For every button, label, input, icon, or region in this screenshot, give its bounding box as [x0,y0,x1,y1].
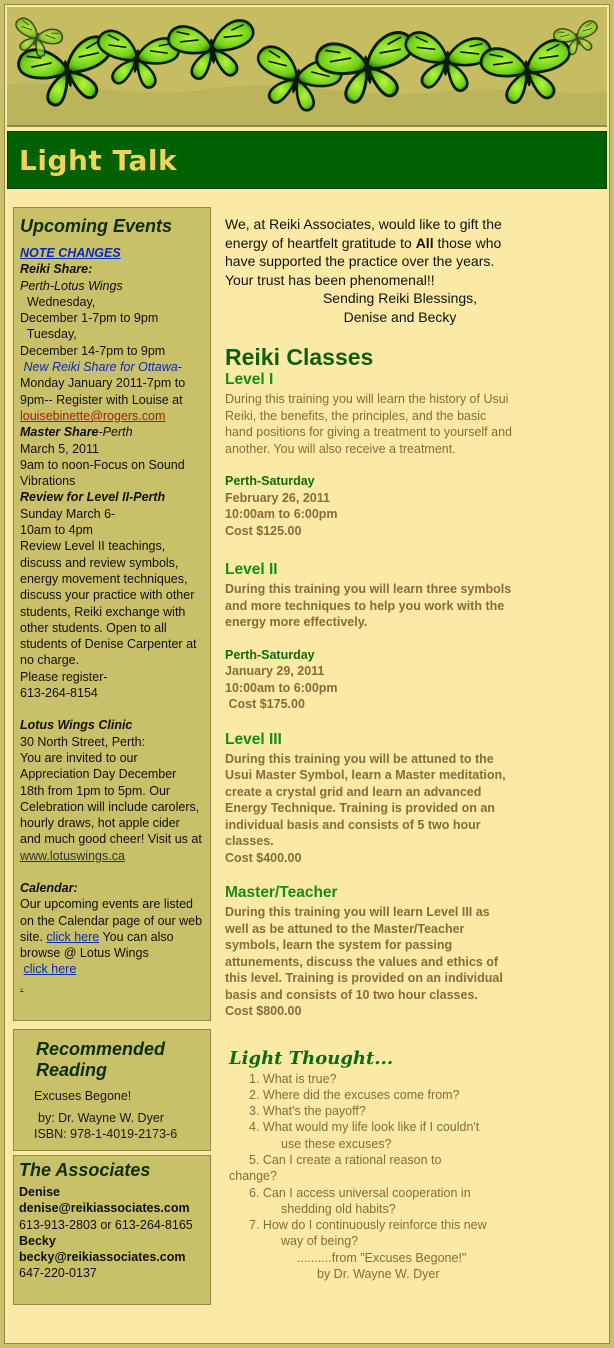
book-title: Excuses Begone! [34,1089,132,1103]
book-isbn: ISBN: 978-1-4019-2173-6 [34,1127,178,1141]
master-share-label: Master Share [20,425,99,440]
associate-phone: 647-220-0137 [19,1266,97,1281]
event-text: 613-264-8154 [20,686,98,701]
reiki-classes-heading: Reiki Classes [225,344,374,370]
event-text: Tuesday, [20,327,77,342]
title-bar [7,131,607,189]
intro-text: We, at Reiki Associates, would like to gift the energy of heartfelt gratitude to [225,216,502,251]
lotuswings-link[interactable]: www.lotuswings.ca [20,848,125,863]
event-text: Review Level II teachings, discuss and review symbols, energy movement techniques, discuss your practice with other students, Reiki exchange with other students. Open to all students of Denise Carpenter at no charge. [20,539,197,668]
thought-item-cont: way of being? [281,1234,359,1249]
event-text: December 1-7pm to 9pm [20,311,159,326]
event-text: You can also browse @ Lotus Wings [20,929,174,961]
event-text: -Perth [98,425,133,440]
level-3-title: Level III [225,730,282,748]
butterfly-banner [7,7,607,127]
level-2-time: 10:00am to 6:00pm [225,680,338,695]
review-label: Review for Level II-Perth [20,490,166,505]
level-1-title: Level I [225,371,274,388]
note-changes-link[interactable]: NOTE CHANGES [20,246,121,260]
book-author: by: Dr. Wayne W. Dyer [38,1111,164,1125]
intro-paragraph [225,215,515,289]
calendar-click-here-link[interactable]: click here [46,929,100,944]
level-3-description: During this training you will be attuned to the Usui Master Symbol, learn a Master meditation, create a crystal grid and learn an advanced Energy Technique. Training is provided on an individual basis and consists of 5 two hour classes. [225,751,506,848]
intro-emphasis: All [415,234,434,251]
associate-phone: 613-913-2803 or 613-264-8165 [19,1217,193,1232]
louise-email-link[interactable]: louisebinette@rogers.com [20,408,166,423]
thought-item: 4. What would my life look like if I couldn't [249,1120,480,1135]
signature-names: Denise and Becky [343,308,457,325]
thought-source: ..........from "Excuses Begone!" [297,1250,467,1265]
associate-email: denise@reikiassociates.com [19,1201,190,1216]
signature-line: Sending Reiki Blessings, [322,290,478,306]
master-teacher-cost: Cost $800.00 [225,1004,302,1018]
thought-author: by Dr. Wayne W. Dyer [317,1267,440,1282]
associates-heading: The Associates [19,1160,151,1180]
level-2-date: January 29, 2011 [225,664,325,678]
butterfly-banner-graphic [7,7,607,127]
associate-name: Denise [19,1185,60,1199]
event-text: Wednesday, [20,294,96,309]
recommended-reading-heading: Recommended Reading [36,1039,166,1080]
page-frame [4,4,610,1344]
dot-link[interactable]: . [20,978,24,993]
thought-item-cont: shedding old habits? [281,1201,396,1216]
thought-item: 5. Can I create a rational reason to [249,1152,442,1167]
event-text: You are invited to our Appreciation Day December 18th from 1pm to 5pm. Our Celebration will include carolers, hourly draws, hot apple cider and much good cheer! Visit us at [20,750,202,847]
master-teacher-title: Master/Teacher [225,884,338,901]
event-text: Monday January 2011-7pm to 9pm-- Register with Louise at [20,376,186,407]
level-2-title: Level II [225,561,278,578]
event-text: 30 North Street, Perth: [20,734,146,749]
associate-name: Becky [19,1233,56,1248]
thought-item: 7. How do I continuously reinforce this new [249,1218,487,1233]
upcoming-events-heading: Upcoming Events [20,216,173,236]
event-text: - [177,360,182,375]
event-text: Sunday March 6- [20,506,116,521]
level-2-description: During this training you will learn three symbols and more techniques to help you work with the energy more effectively. [225,582,512,629]
lotus-click-here-link[interactable]: click here [23,962,77,977]
event-text: March 5, 2011 [20,441,99,456]
associates-panel [13,1155,211,1305]
level-1-time: 10:00am to 6:00pm [225,507,338,521]
level-1-cost: Cost $125.00 [225,523,302,538]
thought-item: 1. What is true? [249,1071,337,1086]
light-thought-heading: Light Thought... [229,1047,394,1069]
level-1-description: During this training you will learn the history of Usui Reiki, the benefits, the principles, and the basic hand positions for giving a treatment to yourself and another. You will also receive a treatment. [225,392,512,456]
level-2-location: Perth-Saturday [225,647,315,662]
ottawa-label: New Reiki Share for Ottawa [20,360,178,375]
thought-item: 6. Can I access universal cooperation in [249,1185,471,1200]
reiki-share-label: Reiki Share: [20,262,93,277]
page-title: Light Talk [19,144,178,177]
perth-lotus-label: Perth-Lotus Wings [20,278,123,293]
level-1-date: February 26, 2011 [225,490,330,505]
event-text: December 14-7pm to 9pm [20,343,166,358]
event-text: Our upcoming events are listed on the Calendar page of our web site. [20,897,203,944]
recommended-reading-panel [13,1029,211,1151]
thought-item: 2. Where did the excuses come from? [249,1087,460,1102]
level-2-cost: Cost $175.00 [225,697,305,711]
calendar-label: Calendar: [20,880,78,895]
thought-item: 3. What's the payoff? [249,1104,366,1119]
upcoming-events-panel [13,207,211,1021]
associate-email: becky@reikiassociates.com [19,1250,186,1265]
level-3-cost: Cost $400.00 [225,850,302,865]
main-content [225,215,515,1282]
clinic-label: Lotus Wings Clinic [20,718,133,733]
thought-item-cont: change? [229,1169,277,1184]
event-text: Please register- [20,669,108,684]
level-1-location: Perth-Saturday [225,474,315,488]
intro-text: those who have supported the practice over the years. Your trust has been phenomenal!! [225,234,502,288]
master-teacher-description: During this training you will learn Level III as well as be attuned to the Master/Teacher symbols, learn the system for passing attunements, discuss the values and ethics of this level. Training is provided on an individual basis and consists of 10 two hour classes. [225,905,503,1002]
event-text: 10am to 4pm [20,523,93,538]
event-text: 9am to noon-Focus on Sound Vibrations [20,457,185,489]
thought-item-cont: use these excuses? [281,1136,392,1151]
